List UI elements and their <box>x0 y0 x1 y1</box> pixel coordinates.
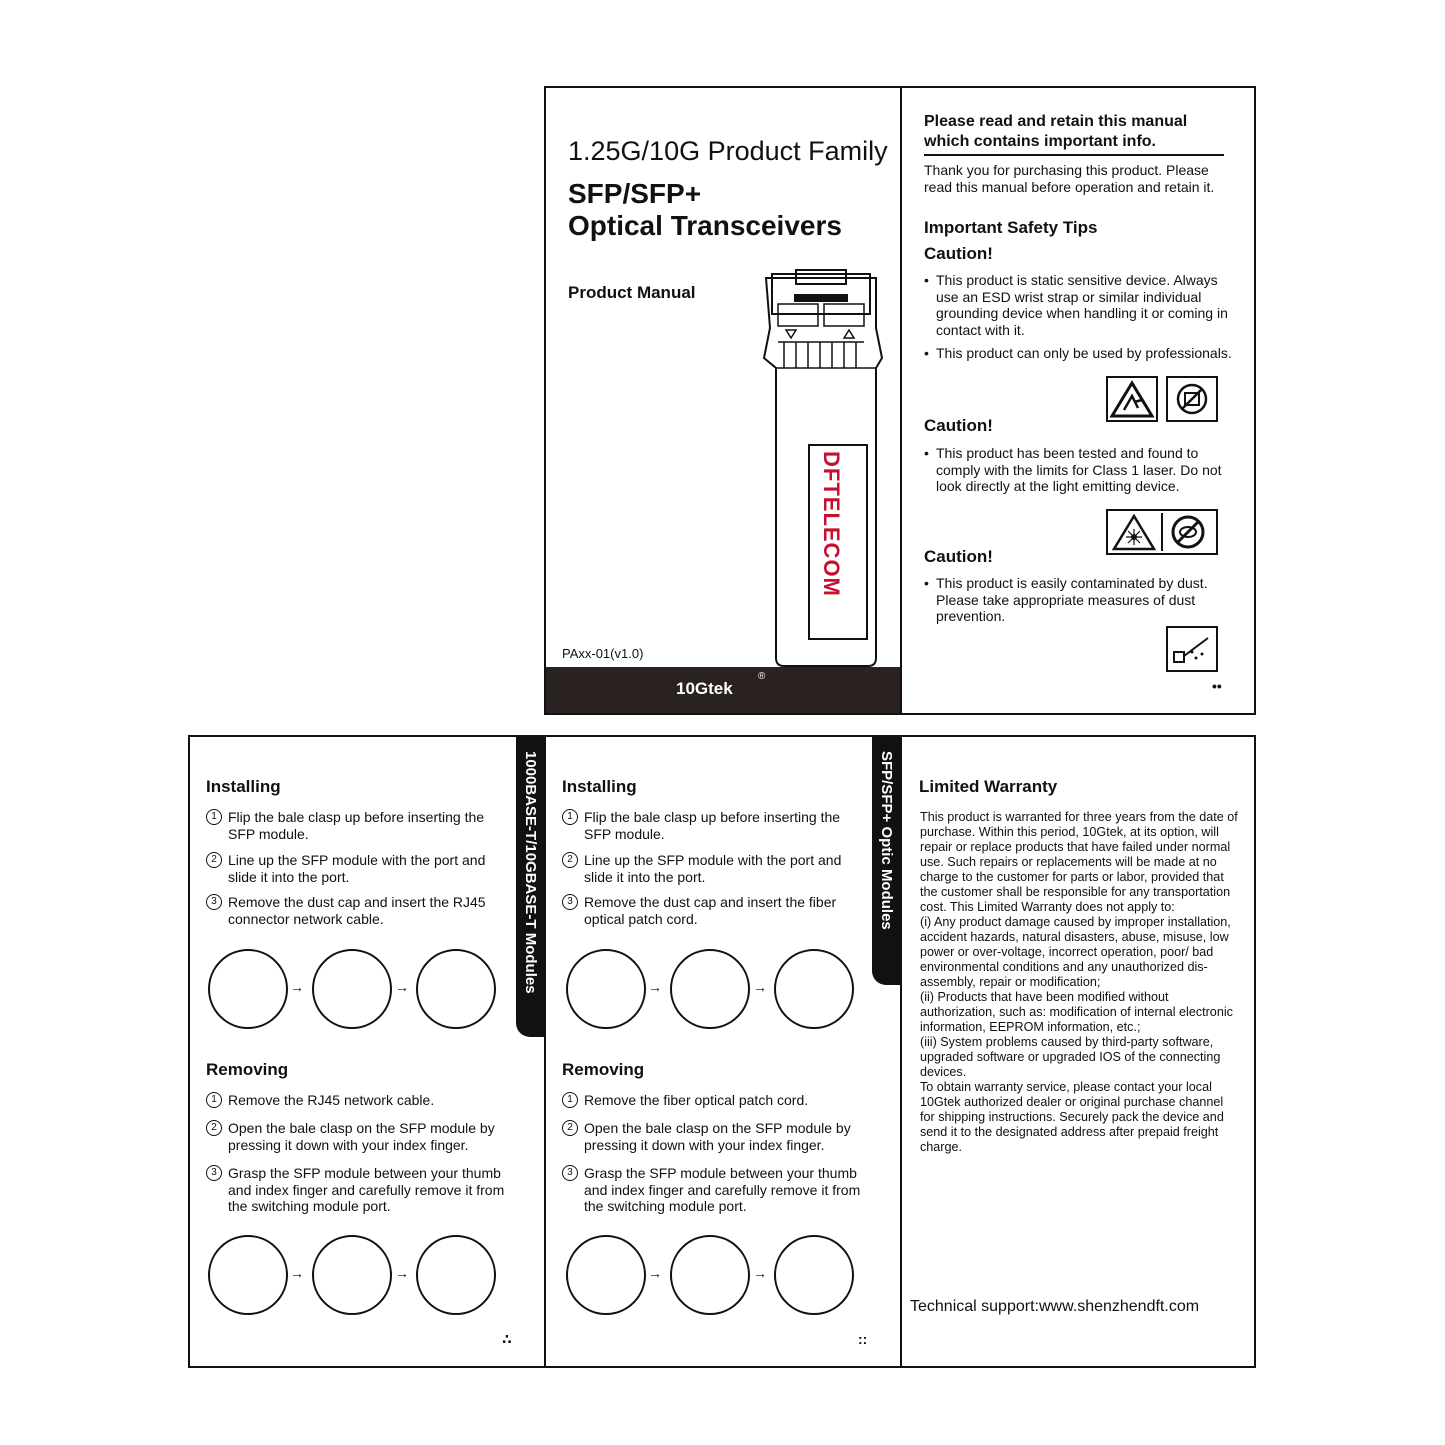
install-step <box>562 809 862 842</box>
install-illustration <box>416 949 496 1029</box>
installing-title: Installing <box>206 777 281 796</box>
remove-step <box>562 1165 862 1215</box>
caution-professional-text: • This product can only be used by professionals. <box>924 345 1234 362</box>
remove-step <box>206 1165 506 1215</box>
remove-illustration <box>774 1235 854 1315</box>
remove-step-text: Remove the fiber optical patch cord. <box>584 1092 809 1108</box>
step-number: 1 <box>562 1092 578 1108</box>
step-number: 2 <box>562 1120 578 1136</box>
read-manual-heading: Please read and retain this manual which contains important info. <box>924 112 1224 156</box>
arrow-right-icon: → <box>395 979 409 995</box>
warranty-panel <box>900 735 1256 1368</box>
install-illustration <box>774 949 854 1029</box>
install-illustration <box>208 949 288 1029</box>
section-tab <box>872 737 900 985</box>
caution-static-text: • This product is static sensitive device. Always use an ESD wrist strap or similar individual grounding device when handling it or coming in contact with it. <box>924 272 1234 339</box>
installing-title: Installing <box>562 777 637 796</box>
optic-modules-panel <box>544 735 902 1368</box>
section-tab-label: SFP/SFP+ Optic Modules <box>878 751 895 930</box>
step-number: 2 <box>562 852 578 868</box>
install-illustration <box>670 949 750 1029</box>
cover-footer <box>546 667 900 713</box>
step-number: 1 <box>206 809 222 825</box>
remove-step <box>562 1092 862 1109</box>
safety-panel <box>900 86 1256 715</box>
step-number: 1 <box>562 809 578 825</box>
esd-warning-icon <box>1106 376 1158 422</box>
step-number: 3 <box>562 1165 578 1181</box>
remove-step-text: Grasp the SFP module between your thumb and index finger and carefully remove it from the switching module port. <box>584 1165 861 1215</box>
product-family-title: 1.25G/10G Product Family <box>568 136 888 166</box>
remove-step-text: Open the bale clasp on the SFP module by pressing it down with your index finger. <box>584 1120 851 1153</box>
install-step-text: Line up the SFP module with the port and slide it into the port. <box>584 852 842 885</box>
install-illustration <box>312 949 392 1029</box>
step-number: 1 <box>206 1092 222 1108</box>
caution-dust-text: • This product is easily contaminated by dust. Please take appropriate measures of dust prevention. <box>924 575 1234 625</box>
install-step-text: Remove the dust cap and insert the RJ45 connector network cable. <box>228 894 486 927</box>
remove-step-text: Grasp the SFP module between your thumb and index finger and carefully remove it from the switching module port. <box>228 1165 505 1215</box>
product-type-subtitle: Optical Transceivers <box>568 210 842 241</box>
install-step-text: Line up the SFP module with the port and slide it into the port. <box>228 852 486 885</box>
install-step <box>562 852 862 885</box>
removing-title: Removing <box>206 1060 289 1079</box>
arrow-right-icon: → <box>648 1265 662 1281</box>
remove-step-text: Remove the RJ45 network cable. <box>228 1092 435 1108</box>
section-tab-label: 1000BASE-T/10GBASE-T Modules <box>522 751 539 994</box>
page-marker: ∴ <box>502 1331 512 1347</box>
step-number: 2 <box>206 852 222 868</box>
install-step <box>206 894 506 927</box>
arrow-right-icon: → <box>648 979 662 995</box>
install-step <box>206 852 506 885</box>
remove-illustration <box>566 1235 646 1315</box>
step-number: 3 <box>562 894 578 910</box>
removing-title: Removing <box>562 1060 645 1079</box>
caution-laser-text: • This product has been tested and found to comply with the limits for Class 1 laser. Do not look directly at the light emitting device. <box>924 445 1234 495</box>
document-code: PAxx-01(v1.0) <box>562 646 644 661</box>
install-step-text: Flip the bale clasp up before inserting the SFP module. <box>228 809 485 842</box>
arrow-right-icon: → <box>753 979 767 995</box>
brand-logo: 10Gtek <box>676 679 733 698</box>
product-manual-label: Product Manual <box>568 283 696 302</box>
remove-step <box>562 1120 862 1153</box>
page-marker: :: <box>858 1331 868 1347</box>
registered-mark: ® <box>758 671 766 682</box>
caution-heading: Caution! <box>924 416 993 435</box>
product-type-title: SFP/SFP+ <box>568 178 702 209</box>
technical-support-link[interactable]: Technical support:www.shenzhendft.com <box>910 1298 1200 1315</box>
intro-text: Thank you for purchasing this product. Please read this manual before operation and retain it. <box>924 162 1215 195</box>
step-number: 3 <box>206 1165 222 1181</box>
remove-illustration <box>416 1235 496 1315</box>
remove-step <box>206 1092 506 1109</box>
remove-illustration <box>312 1235 392 1315</box>
step-number: 2 <box>206 1120 222 1136</box>
install-step <box>206 809 506 842</box>
arrow-right-icon: → <box>290 1265 304 1281</box>
warranty-text: This product is warranted for three years from the date of purchase. Within this period, 10Gtek, at its option, will repair or replace products that have failed under normal use. Such repairs or replacements will be made at no charge to the customer for parts or labor, provided that the customer shall be responsible for any transportation cost. This Limited Warranty does not apply to: (i) Any product damage caused by improper installation, accident hazards, natural disasters, abuse, misuse, low power or over-voltage, incorrect operation, poor/ bad environmental conditions and any unauthorized dis-assembly, repair or modification; (ii) Products that have been modified without authorization, such as: modification of internal electronic information, EEPROM information, etc.; (iii) System problems caused by third-party software, upgraded software or upgraded IOS of the connecting devices. To obtain warranty service, please contact your local 10Gtek authorized dealer or original purchase channel for shipping instructions. Securely pack the device and send it to the designated address after prepaid freight charge. <box>920 810 1238 1154</box>
rj45-modules-panel <box>188 735 546 1368</box>
arrow-right-icon: → <box>290 979 304 995</box>
remove-step <box>206 1120 506 1153</box>
remove-illustration <box>208 1235 288 1315</box>
dust-cap-icon <box>1166 626 1218 672</box>
module-brand-label: DFTELECOM <box>819 451 844 597</box>
caution-heading: Caution! <box>924 244 993 263</box>
step-number: 3 <box>206 894 222 910</box>
remove-step-text: Open the bale clasp on the SFP module by pressing it down with your index finger. <box>228 1120 495 1153</box>
warranty-title: Limited Warranty <box>919 777 1058 796</box>
section-tab <box>516 737 544 1037</box>
arrow-right-icon: → <box>753 1265 767 1281</box>
cover-panel <box>544 86 902 715</box>
wrist-strap-icon <box>1166 376 1218 422</box>
caution-heading: Caution! <box>924 547 993 566</box>
remove-illustration <box>670 1235 750 1315</box>
safety-tips-title: Important Safety Tips <box>924 218 1098 237</box>
install-step-text: Remove the dust cap and insert the fiber optical patch cord. <box>584 894 837 927</box>
page-marker: •• <box>1212 678 1222 694</box>
laser-warning-icon <box>1106 509 1218 555</box>
arrow-right-icon: → <box>395 1265 409 1281</box>
install-step <box>562 894 862 927</box>
install-illustration <box>566 949 646 1029</box>
install-step-text: Flip the bale clasp up before inserting the SFP module. <box>584 809 841 842</box>
